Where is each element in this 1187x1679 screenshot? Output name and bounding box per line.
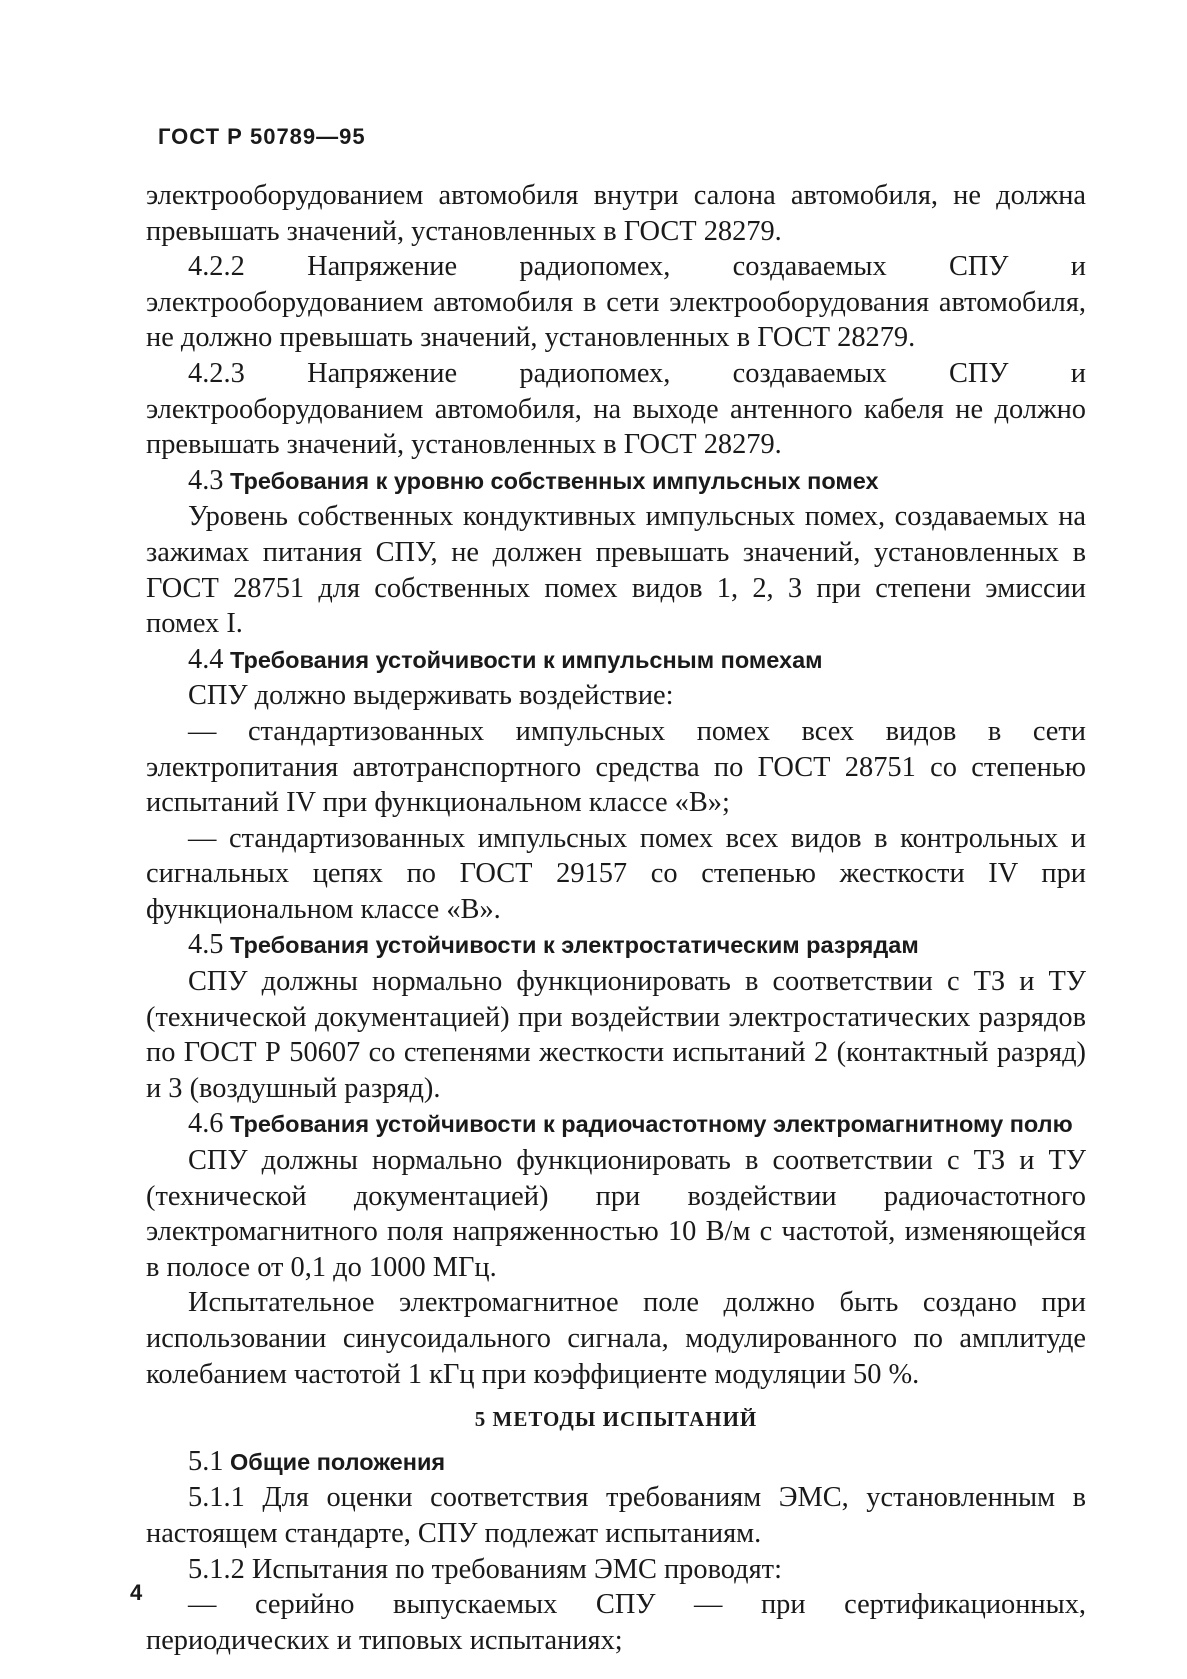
list-item: — серийно выпускаемых СПУ — при сертификационных, периодических и типовых испытаниях; (146, 1589, 1086, 1656)
heading-number: 4.5 (188, 929, 224, 961)
page-number: 4 (130, 1580, 143, 1605)
paragraph-4-6-note: Испытательное электромагнитное поле должно быть создано при использовании синусоидального сигнала, модулированного по амплитуде колебанием частотой 1 кГц при коэффициенте модуляции 50 %. (146, 1287, 1086, 1390)
heading-number: 4.4 (188, 643, 224, 675)
heading-title: Требования устойчивости к электростатическим разрядам (230, 932, 919, 959)
heading-number: 5.1 (188, 1445, 224, 1477)
heading-number: 4.3 (188, 464, 224, 496)
paragraph-4-2-2: 4.2.2 Напряжение радиопомех, создаваемых СПУ и электрооборудованием автомобиля в сети электрооборудования автомобиля, не должно превышать значений, установленных в ГОСТ 28279. (146, 251, 1086, 354)
heading-4-6 (146, 1106, 1086, 1143)
heading-4-3 (146, 463, 1086, 500)
heading-title: Требования устойчивости к радиочастотному электромагнитному полю (230, 1111, 1073, 1138)
paragraph-5-1-2: 5.1.2 Испытания по требованиям ЭМС проводят: (188, 1553, 782, 1585)
body-text (146, 178, 1086, 1658)
heading-title: Требования к уровню собственных импульсных помех (230, 467, 879, 494)
heading-4-5 (146, 927, 1086, 964)
paragraph-4-2-3: 4.2.3 Напряжение радиопомех, создаваемых СПУ и электрооборудованием автомобиля, на выходе антенного кабеля не должно превышать значений, установленных в ГОСТ 28279. (146, 357, 1086, 461)
paragraph-4-6: СПУ должны нормально функционировать в соответствии с ТЗ и ТУ (технической документацией) при воздействии радиочастотного электромагнитного поля напряженностью 10 В/м с частотой, изменяющейся в полосе от 0,1 до 1000 МГц. (146, 1145, 1086, 1283)
paragraph-4-4: СПУ должно выдерживать воздействие: (188, 680, 674, 712)
heading-title: Требования устойчивости к импульсным помехам (230, 646, 823, 673)
standard-header: ГОСТ Р 50789—95 (158, 124, 366, 149)
heading-5-1 (146, 1444, 1086, 1481)
paragraph-4-5: СПУ должны нормально функционировать в соответствии с ТЗ и ТУ (технической документацией) при воздействии электростатических разрядов по ГОСТ Р 50607 со степенями жесткости испытаний 2 (контактный разряд) и 3 (воздушный разряд). (146, 966, 1086, 1104)
heading-title: Общие положения (230, 1448, 446, 1475)
list-item: — стандартизованных импульсных помех всех видов в сети электропитания автотранспортного средства по ГОСТ 28751 со степенью испытаний IV при функциональном классе «В»; (146, 715, 1086, 819)
heading-number: 4.6 (188, 1108, 224, 1140)
paragraph-5-1-1: 5.1.1 Для оценки соответствия требованиям ЭМС, установленным в настоящем стандарте, СПУ подлежат испытаниям. (146, 1482, 1086, 1549)
section-title: 5 МЕТОДЫ ИСПЫТАНИЙ (474, 1407, 758, 1432)
heading-4-4 (146, 642, 1086, 679)
list-item: — стандартизованных импульсных помех всех видов в контрольных и сигнальных цепях по ГОСТ 29157 со степенью жесткости IV при функциональном классе «В». (146, 822, 1086, 925)
paragraph-continuation: электрооборудованием автомобиля внутри салона автомобиля, не должна превышать значений, установленных в ГОСТ 28279. (146, 180, 1086, 247)
paragraph-4-3: Уровень собственных кондуктивных импульсных помех, создаваемых на зажимах питания СПУ, не должен превышать значений, установленных в ГОСТ 28751 для собственных помех видов 1, 2, 3 при степени эмиссии помех I. (146, 501, 1086, 640)
